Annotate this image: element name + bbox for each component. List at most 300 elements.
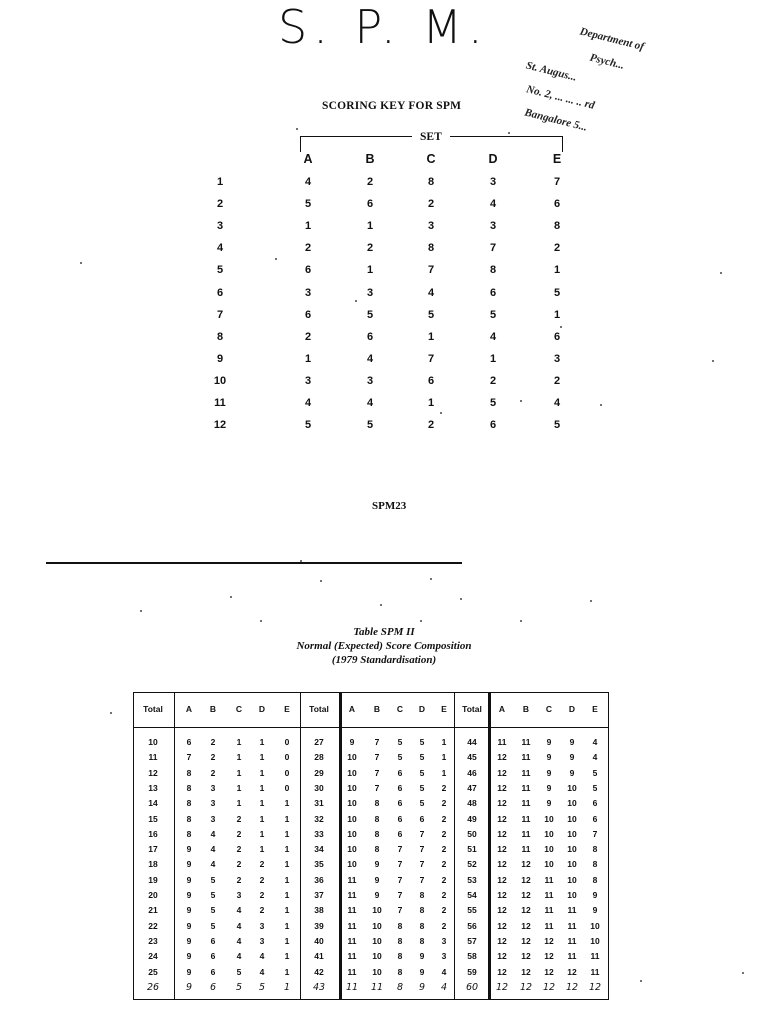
table-cell: 47: [467, 782, 477, 793]
table-cell: 22: [148, 920, 158, 931]
table-cell: 1: [284, 813, 290, 824]
table-cell: 7: [374, 752, 380, 763]
table-cell: 36: [314, 874, 324, 885]
table-cell: 1: [259, 844, 265, 855]
key-cell: 1: [427, 397, 435, 409]
scan-speck: [720, 272, 722, 274]
table-cell: 6: [397, 798, 403, 809]
table-cell: 1: [284, 935, 290, 946]
table-cell: 12: [497, 966, 507, 977]
key-item-number: 11: [214, 397, 226, 409]
table-cell: 4: [441, 966, 447, 977]
scan-speck: [520, 400, 522, 402]
table-cell: 10: [567, 890, 577, 900]
table-cell: 10: [567, 874, 577, 885]
table2-column-header: Total: [143, 704, 163, 714]
table-cell: 12: [565, 981, 579, 993]
table-row: [134, 982, 608, 997]
scan-speck: [230, 596, 232, 598]
table-row: [134, 951, 608, 966]
stamp-line: Psych...: [588, 51, 626, 72]
table-cell: 7: [374, 767, 380, 778]
table-cell: 12: [544, 935, 554, 946]
table-cell: 1: [259, 767, 265, 778]
table-cell: 9: [185, 981, 193, 993]
key-cell: 5: [553, 419, 561, 432]
key-cell: 8: [427, 242, 435, 255]
table-cell: 9: [419, 966, 425, 977]
table-cell: 13: [148, 782, 158, 793]
key-cell: 2: [304, 330, 312, 343]
key-row: [0, 198, 768, 220]
key-cell: 1: [304, 352, 312, 365]
table-cell: 11: [521, 828, 531, 839]
table-cell: 11: [521, 782, 531, 793]
table-cell: 17: [148, 844, 158, 855]
table-cell: 8: [186, 828, 192, 839]
scan-speck: [742, 972, 744, 974]
table-cell: 8: [397, 935, 403, 946]
table-cell: 6: [210, 951, 216, 962]
table-cell: 6: [210, 966, 216, 977]
table-cell: 10: [590, 935, 600, 946]
table-cell: 8: [397, 920, 403, 931]
table-cell: 2: [210, 767, 216, 778]
divider: [46, 562, 462, 564]
table-cell: 8: [419, 920, 425, 931]
table-cell: 2: [210, 737, 216, 747]
table-cell: 42: [314, 966, 324, 977]
key-cell: 6: [304, 308, 312, 321]
table-cell: 43: [312, 981, 326, 993]
key-cell: 8: [489, 264, 497, 277]
table-cell: 9: [374, 890, 380, 900]
table2-subsubtitle: (1979 Standardisation): [331, 654, 437, 666]
table-cell: 10: [567, 828, 577, 839]
table-cell: 14: [148, 798, 158, 809]
table-cell: 11: [521, 798, 531, 809]
table-cell: 7: [397, 890, 403, 900]
key-cell: 4: [553, 397, 561, 409]
table-cell: 3: [210, 782, 216, 793]
key-cell: 1: [553, 308, 561, 321]
key-cell: 1: [366, 220, 374, 233]
key-cell: 3: [366, 374, 374, 387]
key-item-number: 4: [216, 242, 224, 255]
table-cell: 2: [210, 752, 216, 763]
table2-column-header: C: [396, 704, 404, 714]
table-cell: 11: [590, 966, 600, 977]
score-composition-table: [133, 692, 609, 1000]
key-cell: 4: [304, 176, 312, 188]
table-cell: 12: [544, 951, 554, 962]
key-cell: 6: [489, 286, 497, 299]
table-cell: 10: [347, 828, 357, 839]
table-cell: 9: [186, 966, 192, 977]
table-cell: 10: [567, 798, 577, 809]
table-row: [134, 905, 608, 920]
table-cell: 2: [441, 905, 447, 916]
key-item-number: 7: [216, 308, 224, 321]
key-cell: 5: [427, 308, 435, 321]
table-cell: 48: [467, 798, 477, 809]
key-cell: 3: [304, 286, 312, 299]
table2-column-header: E: [441, 704, 447, 714]
key-cell: 2: [553, 374, 561, 387]
key-cell: 4: [489, 198, 497, 211]
table-cell: 8: [186, 798, 192, 809]
key-cell: 5: [304, 419, 312, 432]
table-cell: 11: [497, 737, 507, 747]
table-cell: 2: [441, 828, 447, 839]
key-row: [0, 397, 768, 419]
table-cell: 5: [210, 890, 216, 900]
table-cell: 8: [396, 981, 404, 993]
table-cell: 0: [284, 737, 290, 747]
table-cell: 10: [544, 828, 554, 839]
table-cell: 3: [259, 935, 265, 946]
table-cell: 10: [567, 844, 577, 855]
table-cell: 1: [283, 981, 291, 993]
table-cell: 4: [440, 981, 448, 993]
table-cell: 24: [148, 951, 158, 962]
table-cell: 12: [495, 981, 509, 993]
table-cell: 41: [314, 951, 324, 962]
table-cell: 12: [521, 920, 531, 931]
key-cell: 6: [427, 374, 435, 387]
table-cell: 9: [186, 890, 192, 900]
table-cell: 5: [419, 782, 425, 793]
table-cell: 10: [544, 859, 554, 870]
key-cell: 3: [489, 176, 497, 188]
table-cell: 11: [544, 920, 554, 931]
table-cell: 5: [210, 905, 216, 916]
table-cell: 4: [210, 844, 216, 855]
table-cell: 28: [314, 752, 324, 763]
table2-column-header: B: [209, 704, 217, 714]
table-cell: 7: [419, 828, 425, 839]
table-cell: 1: [259, 737, 265, 747]
table-cell: 8: [592, 844, 598, 855]
table-cell: 10: [372, 920, 382, 931]
table-cell: 20: [148, 890, 158, 900]
table-row: [134, 814, 608, 829]
table-cell: 12: [521, 951, 531, 962]
key-row: [0, 220, 768, 242]
key-cell: 7: [427, 264, 435, 277]
table2-column-header: D: [418, 704, 426, 714]
key-row: [0, 309, 768, 331]
key-row: [0, 242, 768, 264]
table-cell: 11: [521, 737, 531, 747]
table-cell: 12: [497, 844, 507, 855]
table-cell: 1: [441, 752, 447, 763]
key-column-header: A: [303, 152, 313, 166]
table-cell: 2: [441, 859, 447, 870]
key-cell: 6: [304, 264, 312, 277]
table-cell: 2: [259, 890, 265, 900]
table-cell: 12: [497, 951, 507, 962]
table-cell: 7: [186, 752, 192, 763]
scan-speck: [520, 620, 522, 622]
key-cell: 4: [366, 352, 374, 365]
table-cell: 57: [467, 935, 477, 946]
table-cell: 5: [210, 920, 216, 931]
table2-column-header: A: [498, 704, 506, 714]
table-cell: 8: [592, 874, 598, 885]
table-cell: 1: [284, 890, 290, 900]
table-cell: 9: [546, 798, 552, 809]
table-cell: 6: [419, 813, 425, 824]
table-row: [134, 752, 608, 767]
table-cell: 12: [148, 767, 158, 778]
key-cell: 5: [489, 397, 497, 409]
table2-column-header: Total: [309, 704, 329, 714]
table-cell: 9: [186, 844, 192, 855]
key-cell: 7: [489, 242, 497, 255]
table-cell: 1: [259, 813, 265, 824]
table2-column-header: Total: [462, 704, 482, 714]
table-cell: 2: [236, 874, 242, 885]
table-cell: 2: [441, 782, 447, 793]
table-cell: 9: [569, 752, 575, 763]
table-cell: 9: [569, 767, 575, 778]
table-cell: 4: [259, 951, 265, 962]
table-cell: 1: [236, 752, 242, 763]
table-cell: 9: [419, 951, 425, 962]
scan-speck: [300, 560, 302, 562]
scan-speck: [80, 262, 82, 264]
scan-speck: [296, 128, 298, 130]
table-cell: 32: [314, 813, 324, 824]
table-cell: 34: [314, 844, 324, 855]
table-cell: 11: [345, 981, 359, 993]
table-cell: 12: [521, 935, 531, 946]
scan-speck: [640, 980, 642, 982]
key-cell: 5: [304, 198, 312, 211]
table2-subtitle: Normal (Expected) Score Composition: [296, 640, 472, 652]
table-cell: 11: [590, 951, 600, 962]
table-cell: 11: [521, 813, 531, 824]
table-cell: 1: [284, 798, 290, 809]
table-cell: 1: [284, 828, 290, 839]
table-cell: 9: [349, 737, 355, 747]
table-cell: 18: [148, 859, 158, 870]
table-cell: 1: [441, 767, 447, 778]
table-cell: 5: [419, 798, 425, 809]
table-row: [134, 798, 608, 813]
key-column-header: D: [488, 152, 498, 166]
table-cell: 9: [592, 890, 598, 900]
table2-column-header: B: [373, 704, 381, 714]
table-row: [134, 844, 608, 859]
table-cell: 1: [284, 920, 290, 931]
table-cell: 11: [347, 951, 357, 962]
table-cell: 12: [521, 874, 531, 885]
table-cell: 4: [236, 935, 242, 946]
key-cell: 3: [489, 220, 497, 233]
table2-column-header: A: [348, 704, 356, 714]
table-cell: 9: [186, 951, 192, 962]
key-cell: 5: [366, 419, 374, 432]
key-cell: 6: [366, 198, 374, 211]
table2-column-header: E: [592, 704, 598, 714]
key-row: [0, 264, 768, 286]
table-cell: 3: [210, 813, 216, 824]
table-cell: 8: [374, 828, 380, 839]
table-row: [134, 967, 608, 982]
key-item-number: 1: [216, 176, 224, 188]
table-cell: 27: [314, 737, 324, 747]
table-cell: 2: [236, 813, 242, 824]
table-cell: 9: [546, 767, 552, 778]
key-cell: 7: [553, 176, 561, 188]
table-cell: 8: [419, 935, 425, 946]
table-cell: 1: [284, 874, 290, 885]
table-cell: 9: [546, 782, 552, 793]
key-item-number: 5: [216, 264, 224, 277]
key-cell: 8: [553, 220, 561, 233]
table-cell: 12: [497, 767, 507, 778]
table-cell: 11: [544, 874, 554, 885]
key-cell: 3: [427, 220, 435, 233]
table-cell: 19: [148, 874, 158, 885]
key-cell: 2: [427, 198, 435, 211]
table-cell: 10: [372, 905, 382, 916]
table-cell: 10: [347, 859, 357, 870]
key-cell: 5: [489, 308, 497, 321]
table-cell: 37: [314, 890, 324, 900]
table-cell: 11: [567, 920, 577, 931]
table-cell: 12: [521, 905, 531, 916]
scan-speck: [590, 600, 592, 602]
table-cell: 11: [347, 966, 357, 977]
key-item-number: 2: [216, 198, 224, 211]
table-cell: 12: [497, 920, 507, 931]
key-item-number: 10: [213, 374, 227, 387]
key-cell: 8: [427, 176, 435, 188]
key-item-number: 9: [216, 352, 224, 365]
table-row: [134, 875, 608, 890]
table-cell: 0: [284, 767, 290, 778]
page-code: SPM23: [372, 500, 407, 512]
table-cell: 46: [467, 767, 477, 778]
table-cell: 10: [544, 813, 554, 824]
table-cell: 39: [314, 920, 324, 931]
table-cell: 5: [592, 767, 598, 778]
table-cell: 1: [259, 782, 265, 793]
table-row: [134, 890, 608, 905]
key-cell: 3: [553, 352, 561, 365]
key-cell: 1: [304, 220, 312, 233]
key-cell: 1: [489, 352, 497, 365]
table-cell: 7: [419, 859, 425, 870]
table-cell: 8: [186, 782, 192, 793]
table-cell: 6: [397, 782, 403, 793]
key-cell: 6: [366, 330, 374, 343]
table-cell: 11: [347, 935, 357, 946]
table-cell: 12: [497, 874, 507, 885]
table-row: [134, 921, 608, 936]
key-item-number: 3: [216, 220, 224, 233]
scan-speck: [380, 604, 382, 606]
table-cell: 8: [592, 859, 598, 870]
table2-column-header: B: [522, 704, 530, 714]
scan-speck: [440, 412, 442, 414]
table-cell: 7: [397, 905, 403, 916]
table-cell: 5: [210, 874, 216, 885]
key-column-header: E: [552, 152, 562, 166]
table-cell: 6: [397, 828, 403, 839]
scan-speck: [460, 598, 462, 600]
table-header-rule: [134, 727, 608, 728]
table-cell: 11: [567, 951, 577, 962]
key-item-number: 12: [213, 419, 227, 432]
key-cell: 4: [304, 397, 312, 409]
key-cell: 1: [553, 264, 561, 277]
table-cell: 9: [546, 737, 552, 747]
table-cell: 11: [148, 752, 158, 763]
table-cell: 6: [592, 798, 598, 809]
table-cell: 35: [314, 859, 324, 870]
key-row: [0, 419, 768, 441]
table-cell: 12: [521, 966, 531, 977]
table-cell: 12: [497, 935, 507, 946]
scan-speck: [275, 258, 277, 260]
table-cell: 2: [259, 905, 265, 916]
table-cell: 10: [347, 767, 357, 778]
table-cell: 30: [314, 782, 324, 793]
table-cell: 59: [467, 966, 477, 977]
table-cell: 45: [467, 752, 477, 763]
stamp-line: No. 2, ... ... .. rd: [525, 83, 596, 112]
table-cell: 6: [210, 935, 216, 946]
table2-title: Table SPM II: [353, 626, 415, 638]
table-cell: 44: [467, 737, 477, 747]
table-cell: 5: [235, 981, 243, 993]
table-cell: 5: [419, 752, 425, 763]
table2-column-header: E: [284, 704, 290, 714]
scan-speck: [260, 620, 262, 622]
table-row: [134, 737, 608, 752]
table-cell: 10: [148, 737, 158, 747]
table-cell: 7: [397, 874, 403, 885]
table-row: [134, 768, 608, 783]
table-cell: 11: [544, 890, 554, 900]
table-cell: 4: [236, 951, 242, 962]
table-cell: 4: [210, 828, 216, 839]
table-cell: 1: [236, 798, 242, 809]
table-cell: 9: [186, 935, 192, 946]
table-cell: 1: [284, 905, 290, 916]
table-cell: 9: [569, 737, 575, 747]
table-cell: 5: [419, 737, 425, 747]
table-cell: 10: [544, 844, 554, 855]
stamp-line: St. Augus...: [524, 59, 578, 84]
key-cell: 4: [489, 330, 497, 343]
scan-speck: [320, 580, 322, 582]
table-cell: 1: [236, 782, 242, 793]
key-row: [0, 375, 768, 397]
key-cell: 2: [304, 242, 312, 255]
table-cell: 3: [259, 920, 265, 931]
key-cell: 2: [427, 419, 435, 432]
table-cell: 7: [419, 874, 425, 885]
scan-speck: [420, 620, 422, 622]
table-cell: 9: [374, 874, 380, 885]
table-cell: 11: [370, 981, 384, 993]
table-cell: 4: [259, 966, 265, 977]
